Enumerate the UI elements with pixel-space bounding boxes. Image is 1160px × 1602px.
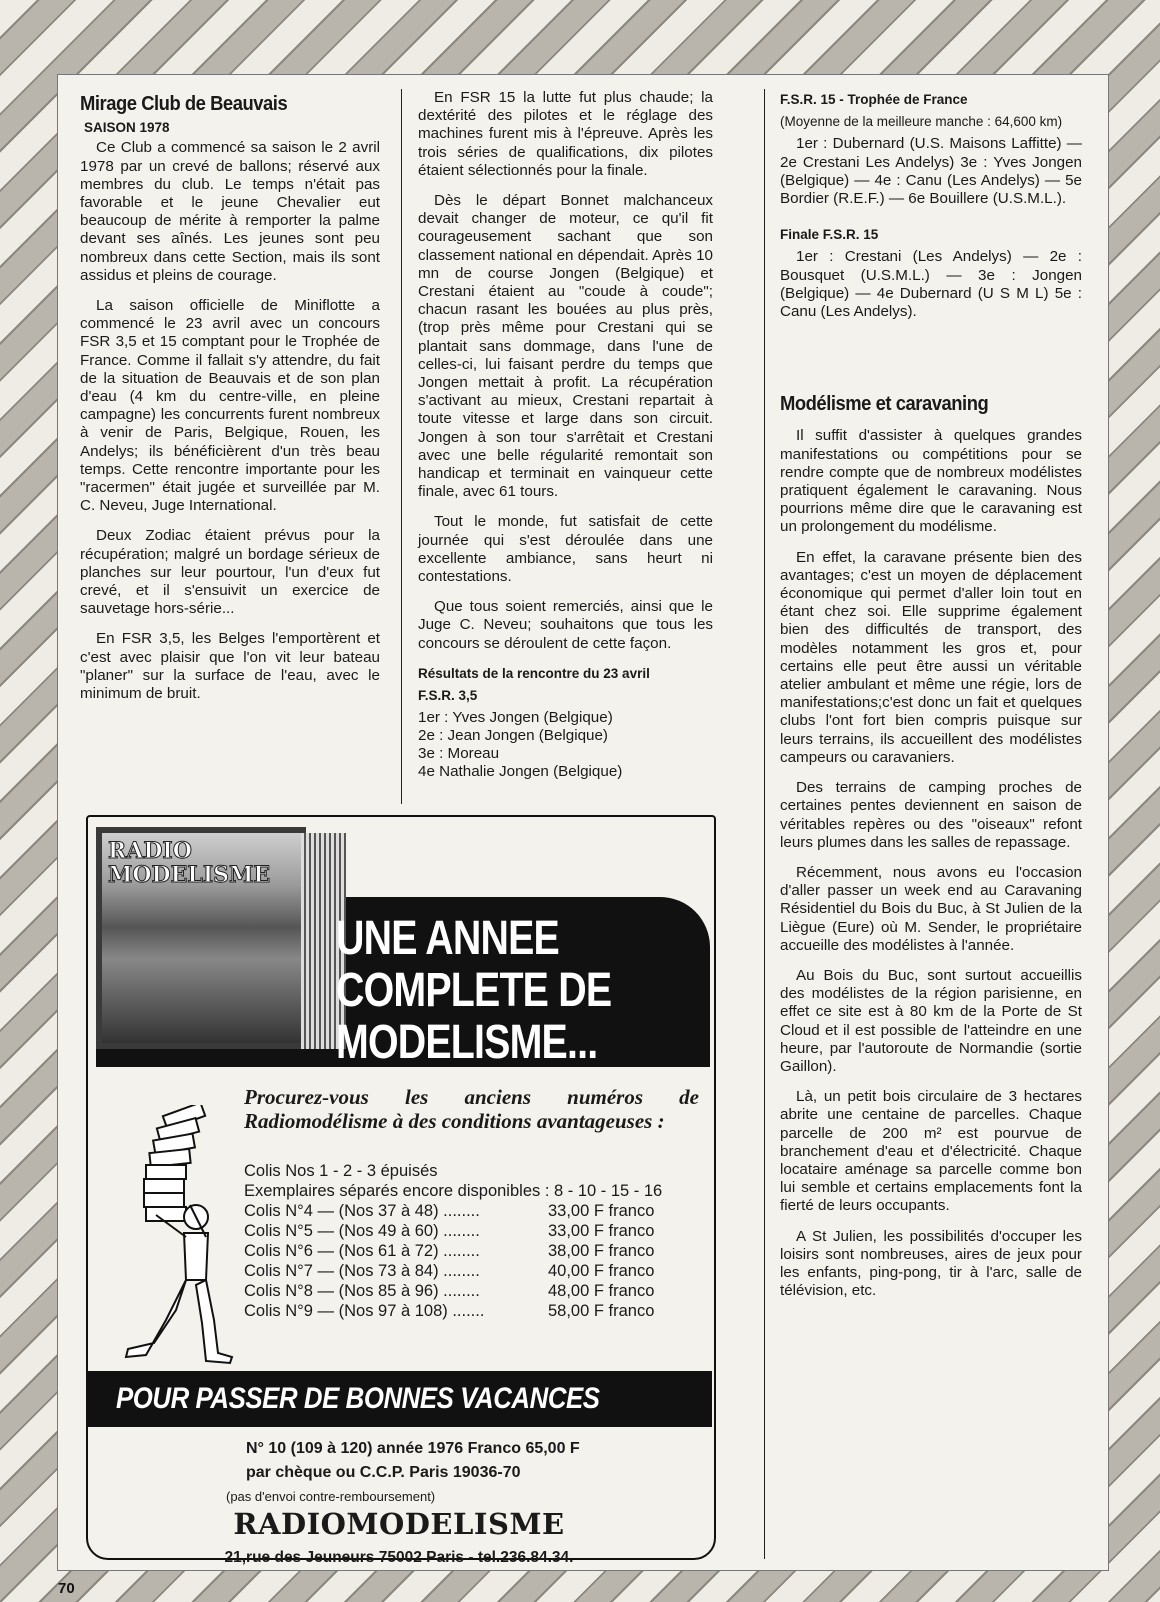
paragraph: Récemment, nous avons eu l'occasion d'aller passer un week end au Caravaning Résidentiel du Bois du Buc, à St Julien de la Liègue (Eure) où M. Sender, le propriétaire accueille des modélistes à l'année. (780, 863, 1082, 954)
article-title: Modélisme et caravaning (780, 393, 989, 416)
paragraph: Des terrains de camping proches de certaines pentes deviennent en saison de véritables repères ou des "oiseaux" refont leurs plumes dans les salles de repassage. (780, 779, 1082, 851)
price-value: 33,00 F franco (548, 1202, 655, 1220)
price-label: Colis N°5 — (Nos 49 à 60) ........ (244, 1222, 480, 1240)
result-line: 3e : Moreau (418, 745, 500, 763)
order-info (226, 1437, 706, 1509)
order-line: N° 10 (109 à 120) année 1976 Franco 65,00 F (246, 1440, 580, 1457)
paragraph: Que tous soient remerciés, ainsi que le Juge C. Neveu; souhaitons que tous les concours se déroulent de cette façon. (418, 598, 713, 652)
price-row (244, 1261, 704, 1281)
paragraph: Tout le monde, fut satisfait de cette journée qui s'est déroulée dans une excellente ambiance, sans heurt ni contestations. (418, 513, 713, 586)
paragraph: Là, un petit bois circulaire de 3 hectares abrite une centaine de parcelles. Chaque parcelle de 200 m² est pourvue de branchement d'eau et d'électricité. Chaque locataire aménage sa parcelle comme bon lui semble et certains emplacements font la fierté de leurs occupants. (780, 1088, 1082, 1215)
price-value: 38,00 F franco (548, 1242, 655, 1260)
column-2 (418, 89, 713, 781)
magazine-stack-image (96, 827, 346, 1049)
vacances-slogan: POUR PASSER DE BONNES VACANCES (116, 1382, 600, 1415)
price-value: 48,00 F franco (548, 1282, 655, 1300)
price-row (244, 1221, 704, 1241)
brand-name: RADIOMODELISME (233, 1507, 565, 1541)
price-row (244, 1301, 704, 1321)
paragraph: Ce Club a commencé sa saison le 2 avril 1978 par un crevé de ballons; réservé aux membres du club. Le temps n'était pas favorable et le jeune Chevalier eut beaucoup de mérite à remporter la palme devant ses aînés. Les jeunes sont peu nombreux dans cette Section, mais ils sont assidus et pleins de courage. (80, 139, 380, 284)
paragraph: A St Julien, les possibilités d'occuper les loisirs sont nombreuses, aires de jeux pour les enfants, ping-pong, tir à l'arc, salle de télévision, etc. (780, 1227, 1082, 1300)
colis-epuises: Colis Nos 1 - 2 - 3 épuisés (244, 1162, 438, 1180)
article-title: Mirage Club de Beauvais (80, 93, 288, 115)
result-line: 2e : Jean Jongen (Belgique) (418, 727, 608, 745)
paragraph: Deux Zodiac étaient prévus pour la récupération; malgré un bordage sérieux de planches sur leur pourtour, l'un d'eux fut crevé, et il s'ensuivit un exercice de sauvetage hors-série... (80, 527, 380, 618)
ad-promo-text: Procurez-vous les anciens numéros de Radiomodélisme à des conditions avantageuses : (244, 1085, 699, 1133)
price-row (244, 1201, 704, 1221)
price-label: Colis N°8 — (Nos 85 à 96) ........ (244, 1282, 480, 1300)
paragraph: Il suffit d'assister à quelques grandes manifestations ou compétitions pour se rendre compte que de nombreux modélistes pratiquent également le caravaning. Nous pourrions même dire que le caravaning est un prolongement du modélisme. (780, 427, 1082, 536)
ad-headline: UNE ANNEE COMPLETE DE MODELISME... (336, 912, 612, 1069)
article-subtitle: SAISON 1978 (84, 120, 170, 136)
price-value: 58,00 F franco (548, 1302, 655, 1320)
exemplaires-disponibles: Exemplaires séparés encore disponibles : 8 - 10 - 15 - 16 (244, 1182, 663, 1200)
column-rule (764, 89, 765, 1559)
brand-address: 21,rue des Jeuneurs 75002 Paris - tel.236.84.34. (224, 1549, 574, 1566)
paragraph: Dès le départ Bonnet malchanceux devait changer de moteur, ce qu'il fit courageusement sachant que son classement national en dépendait. Après 10 mn de course Jongen (Belgique) et Crestani étaient au "coude à coude"; chacun rasant les bouées au plus près,(trop près même pour Crestani qui se plantait sans dommage, dans l'une de celles-ci, lui faisant perdre du temps que Jongen mettait à profit. La récupération s'activant au mieux, Crestani repartait à toute vitesse et large dans son circuit. Jongen à son tour s'arrêtait et Crestani avec une belle régularité remontait son handicap et terminait en vainqueur cette finale, avec 61 tours. (418, 192, 713, 501)
paragraph: Au Bois du Buc, sont surtout accueillis des modélistes de la région parisienne, en effet ce site est à 80 km de la Porte de St Cloud et il est possible de l'atteindre en une heure, par l'autoroute de Normandie (sortie Gaillon). (780, 966, 1082, 1075)
order-note: (pas d'envoi contre-remboursement) (226, 1489, 436, 1504)
price-label: Colis N°9 — (Nos 97 à 108) ....... (244, 1302, 485, 1320)
column-1 (80, 89, 380, 715)
delivery-man-illustration (106, 1105, 236, 1365)
price-label: Colis N°4 — (Nos 37 à 48) ........ (244, 1202, 480, 1220)
magazine-title: RADIO MODELISME (108, 838, 271, 888)
results-class: F.S.R. 3,5 (418, 688, 478, 704)
price-value: 40,00 F franco (548, 1262, 655, 1280)
trophy-heading: F.S.R. 15 - Trophée de France (780, 92, 968, 107)
result-line: 4e Nathalie Jongen (Belgique) (418, 763, 623, 781)
magazine-cover (102, 833, 302, 1043)
results-heading: Résultats de la rencontre du 23 avril (418, 665, 650, 681)
advertisement (86, 815, 716, 1566)
paragraph: En FSR 3,5, les Belges l'emportèrent et c'est avec plaisir que l'on vit leur bateau "planer" sur la surface de l'eau, avec le minimum de bruit. (80, 630, 380, 703)
price-list (244, 1161, 704, 1321)
price-row (244, 1241, 704, 1261)
paragraph: La saison officielle de Miniflotte a commencé le 23 avril avec un concours FSR 3,5 et 15 comptant pour le Trophée de France. Comme il fallait s'y attendre, du fait de la situation de Beauvais et de son plan d'eau (4 km du centre-ville, en pleine campagne) les concurrents furent nombreux à venir de Paris, Belgique, Rouen, les Andelys; ils bénéficièrent d'un très beau temps. Cette rencontre importante pour les "racermen" était jugée et surveillée par M. C. Neveu, Juge International. (80, 297, 380, 515)
trophy-results: 1er : Dubernard (U.S. Maisons Laffitte) — 2e Crestani Les Andelys) 3e : Yves Jongen (Belgique) — 4e : Canu (Les Andelys) — 5e Bordier (R.E.F.) — 6e Bouillere (U.S.M.L.). (780, 135, 1082, 208)
price-label: Colis N°6 — (Nos 61 à 72) ........ (244, 1242, 480, 1260)
paragraph: En FSR 15 la lutte fut plus chaude; la dextérité des pilotes et le réglage des machines furent mis à l'épreuve. Après les trois séries de qualifications, dix pilotes étaient sélectionnés pour la finale. (418, 89, 713, 179)
column-3 (780, 89, 1082, 1312)
magazine-page (58, 75, 1108, 1570)
column-rule (401, 89, 402, 804)
final-heading: Finale F.S.R. 15 (780, 227, 879, 243)
page-number: 70 (58, 1580, 75, 1597)
final-results: 1er : Crestani (Les Andelys) — 2e : Bousquet (U.S.M.L.) — 3e : Jongen (Belgique) — 4e Dubernard (U S M L) 5e : Canu (Les Andelys). (780, 248, 1082, 321)
price-row (244, 1281, 704, 1301)
price-label: Colis N°7 — (Nos 73 à 84) ........ (244, 1262, 480, 1280)
result-line: 1er : Yves Jongen (Belgique) (418, 709, 613, 727)
order-line: par chèque ou C.C.P. Paris 19036-70 (246, 1464, 521, 1481)
trophy-note: (Moyenne de la meilleure manche : 64,600 km) (780, 114, 1063, 130)
price-value: 33,00 F franco (548, 1222, 655, 1240)
paragraph: En effet, la caravane présente bien des avantages; c'est un moyen de déplacement économique qui permet d'aller loin tout en étant chez soi. Elle supprime également bien des difficultés de transport, des modèles notamment les gros et, pour certains elle peut être aussi un véritable atelier ambulant et même une régie, lors de manifestations;c'est donc un fait et quelques clubs l'ont fort bien compris puisque sur leurs terrains, ils accueillent des modélistes campeurs ou caravaniers. (780, 548, 1082, 766)
